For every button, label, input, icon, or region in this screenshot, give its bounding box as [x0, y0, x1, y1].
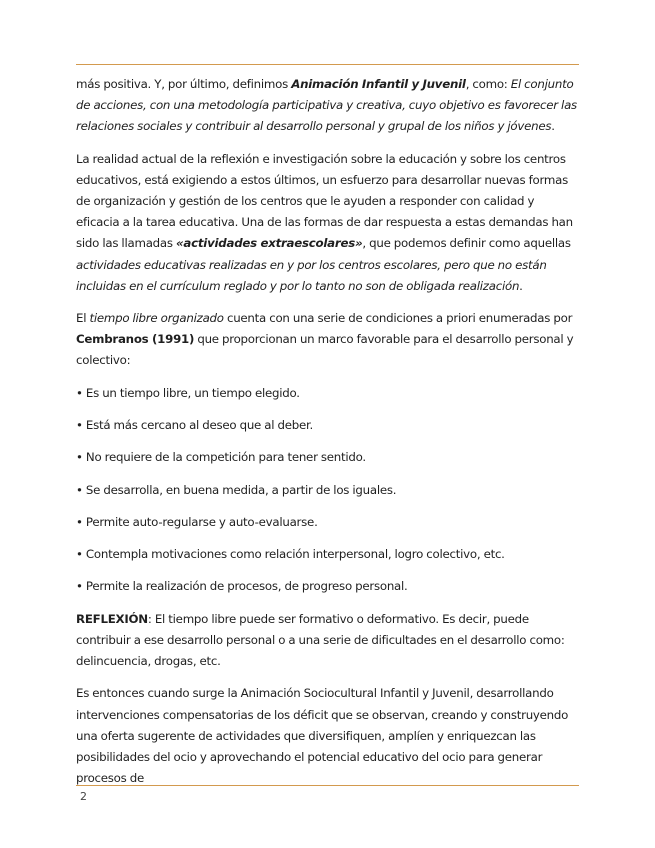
bullet-item: • Está más cercano al deseo que al deber.	[76, 417, 313, 432]
paragraph-reflexion	[76, 609, 579, 673]
page-content	[76, 74, 579, 800]
bullet-item: • Permite auto-regularse y auto-evaluarse.	[76, 514, 318, 529]
reflexion-text: : El tiempo libre puede ser formativo o deformativo. Es decir, puede contribuir a ese desarrollo personal o a una serie de dificultades en el desarrollo como: delincuencia, drogas, etc.	[76, 611, 565, 669]
term-animacion-infantil: Animación Infantil y Juvenil	[291, 77, 466, 91]
citation-cembranos: Cembranos (1991)	[76, 332, 195, 347]
paragraph-actividades-extraescolares	[76, 149, 579, 297]
text-span: La realidad actual de la reflexión e investigación sobre la educación y sobre los centros educativos, está exigiendo a estos últimos, un esfuerzo para desarrollar nuevas formas de organización y gestión de los centros que le ayuden a responder con calidad y eficacia a la tarea educativa. Una de las formas de dar respuesta a estas demandas han sido las llamadas	[76, 151, 573, 251]
definition-extraescolares: actividades educativas realizadas en y por los centros escolares, pero que no están incluidas en el currículum reglado y por lo tanto no son de obligada realización	[76, 257, 547, 293]
text-span: que proporcionan un marco favorable para el desarrollo personal y colectivo:	[76, 332, 574, 368]
paragraph-tiempo-libre	[76, 308, 579, 372]
page-number: 2	[80, 790, 87, 803]
header-rule	[76, 64, 579, 65]
bullet-item: • Contempla motivaciones como relación interpersonal, logro colectivo, etc.	[76, 547, 505, 562]
paragraph-animacion-definition	[76, 74, 579, 138]
bullet-item: • Se desarrolla, en buena medida, a partir de los iguales.	[76, 482, 397, 497]
term-tiempo-libre-organizado: tiempo libre organizado	[89, 311, 224, 326]
text-span: El	[76, 311, 90, 326]
bullet-item: • No requiere de la competición para tener sentido.	[76, 450, 366, 465]
bullet-item: • Permite la realización de procesos, de progreso personal.	[76, 579, 408, 594]
text-span: , como:	[465, 77, 511, 91]
reflexion-label: REFLEXIÓN	[76, 611, 148, 626]
footer-rule	[76, 785, 579, 786]
term-actividades-extraescolares: «actividades extraescolares»	[176, 236, 363, 251]
paragraph-animacion-sociocultural: Es entonces cuando surge la Animación Sociocultural Infantil y Juvenil, desarrollando intervenciones compensatorias de los déficit que se observan, creando y construyendo una oferta sugerente de actividades que diversifiquen, amplíen y enriquezcan las posibilidades del ocio y aprovechando el potencial educativo del ocio para generar procesos de	[76, 686, 569, 786]
bullet-item: • Es un tiempo libre, un tiempo elegido.	[76, 385, 300, 400]
text-span: .	[551, 119, 555, 134]
text-span: más positiva. Y, por último, definimos	[76, 77, 292, 91]
text-span: , que podemos definir como aquellas	[362, 236, 571, 251]
text-span: cuenta con una serie de condiciones a priori enumeradas por	[223, 311, 573, 326]
definition-quote: El conjunto de acciones, con una metodología participativa y creativa, cuyo objetivo es favorecer las relaciones sociales y contribuir al desarrollo personal y grupal de los niños y jóvenes	[76, 77, 577, 134]
text-span: .	[519, 278, 523, 293]
